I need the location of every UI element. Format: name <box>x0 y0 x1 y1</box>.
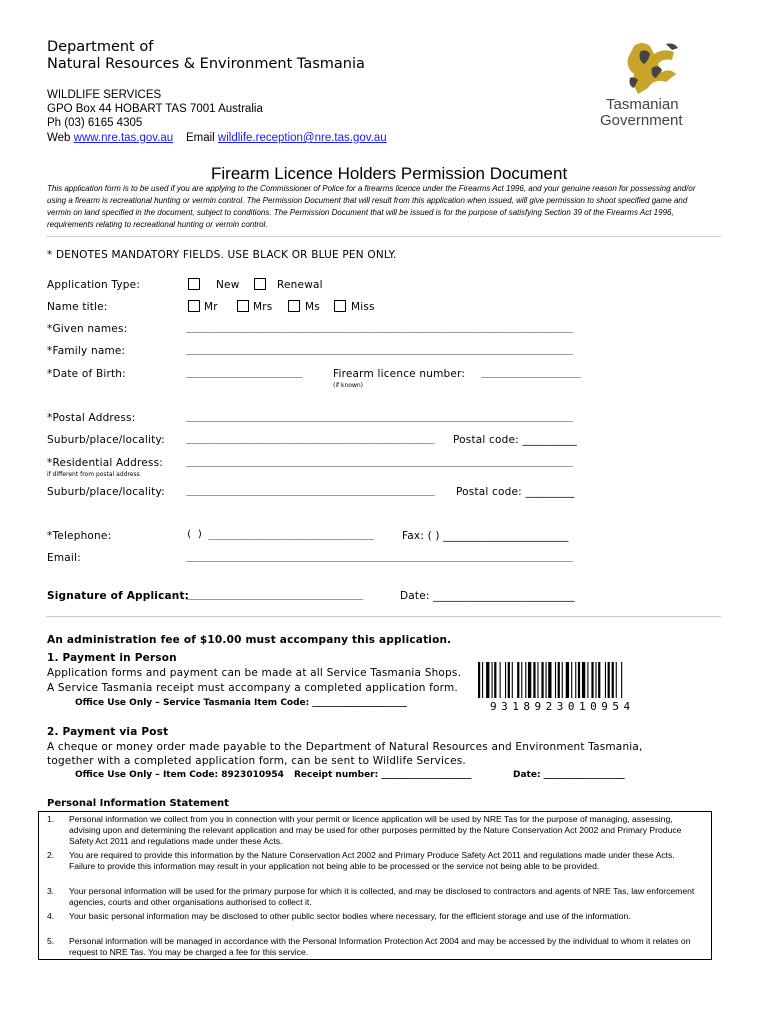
renewal-checkbox[interactable] <box>254 278 266 290</box>
document-title: Firearm Licence Holders Permission Document <box>211 164 568 183</box>
licence-number-label: Firearm licence number: <box>333 368 466 380</box>
name-title-label: Name title: <box>47 301 108 313</box>
signature-label: Signature of Applicant: <box>47 590 190 602</box>
pi-item-number: 4. <box>47 911 55 921</box>
fax-field[interactable]: Fax: ( ) _______________________ <box>402 530 569 542</box>
ms-label: Ms <box>305 301 320 313</box>
office-date-field[interactable]: Date: __________________ <box>513 770 625 780</box>
mrs-checkbox[interactable] <box>237 300 249 312</box>
residential-suburb-field[interactable]: _____________________________________________ <box>186 485 435 496</box>
payment-via-post-line1: A cheque or money order made payable to the Department of Natural Resources and Environment Tasmania, <box>47 741 643 753</box>
given-names-label: *Given names: <box>47 323 128 335</box>
tasmanian-tiger-icon <box>604 38 704 100</box>
fee-note: An administration fee of $10.00 must accompany this application. <box>47 634 452 646</box>
pi-item-text: Personal information will be managed in accordance with the Personal Information Protection Act 2004 and may be accessed by the individual to whom it relates on request to NRE Tas. You may be charged a fee for this service. <box>69 936 691 958</box>
telephone-label: *Telephone: <box>47 530 112 542</box>
mandatory-note: * DENOTES MANDATORY FIELDS. USE BLACK OR BLUE PEN ONLY. <box>47 249 397 261</box>
email-label: Email <box>185 132 215 144</box>
given-names-field[interactable]: ______________________________________________________________________ <box>186 322 573 333</box>
residential-address-label: *Residential Address: <box>47 457 163 469</box>
mrs-label: Mrs <box>253 301 273 313</box>
application-type-label: Application Type: <box>47 279 141 291</box>
suburb-label: Suburb/place/locality: <box>47 434 165 446</box>
pi-item-number: 3. <box>47 886 55 896</box>
mr-label: Mr <box>204 301 218 313</box>
miss-label: Miss <box>351 301 375 313</box>
intro-paragraph: This application form is to be used if you are applying to the Commissioner of Police for a firearms licence under the Firearms Act 1996, and your genuine reason for possessing and/or using a firearm is recreational hunting or vermin control. The Permission Document that will result from this application when issued, will give permission to shoot specified game and vermin on land specified in the document, subject to conditions. The Permission Document that will be issued is for the purpose of satisfying Section 39 of the Firearms Act 1996, requirements relating to recreational hunting or vermin control. <box>47 184 696 229</box>
miss-checkbox[interactable] <box>334 300 346 312</box>
pi-item-text: You are required to provide this information by the Nature Conservation Act 2002 and Primary Produce Safety Act 2011 and regulations made under these Acts. Failure to provide this information may result in your application not being able to be processed or the service not being able to be provided. <box>69 850 675 872</box>
postal-address: GPO Box 44 HOBART TAS 7001 Australia <box>47 103 263 115</box>
payment-in-person-line1: Application forms and payment can be made at all Service Tasmania Shops. <box>47 667 462 679</box>
postal-code-field[interactable]: Postal code: __________ <box>453 434 577 446</box>
logo-text-line1: Tasmanian <box>606 96 679 113</box>
receipt-number-field[interactable]: Receipt number: ____________________ <box>294 770 472 780</box>
new-option-label: New <box>216 279 240 291</box>
email-field[interactable]: ______________________________________________________________________ <box>186 551 573 562</box>
barcode-image <box>478 662 666 698</box>
email-field-label: Email: <box>47 552 81 564</box>
residential-suburb-label: Suburb/place/locality: <box>47 486 165 498</box>
family-name-field[interactable]: ______________________________________________________________________ <box>186 344 573 355</box>
pi-item-number: 2. <box>47 850 55 860</box>
date-of-birth-field[interactable]: _____________________ <box>186 367 302 378</box>
pi-item-text: Your basic personal information may be disclosed to other public sector bodies where necessary, for the efficient storage and use of the information. <box>69 911 631 921</box>
residential-address-field[interactable]: ______________________________________________________________________ <box>186 456 573 467</box>
licence-number-field[interactable]: __________________ <box>481 367 581 378</box>
postal-address-label: *Postal Address: <box>47 412 136 424</box>
office-use-item-code: Office Use Only – Item Code: 8923010954 <box>75 770 284 780</box>
barcode-number: 9318923010954 <box>490 700 635 713</box>
residential-address-note: if different from postal address <box>47 471 140 478</box>
signature-field[interactable]: ________________________________ <box>186 589 363 600</box>
tasmanian-government-logo <box>600 38 704 130</box>
department-line-1: Department of <box>47 39 154 55</box>
department-line-2: Natural Resources & Environment Tasmania <box>47 56 365 72</box>
divider <box>46 236 721 237</box>
suburb-field[interactable]: _____________________________________________ <box>186 433 435 444</box>
ms-checkbox[interactable] <box>288 300 300 312</box>
phone-number: Ph (03) 6165 4305 <box>47 117 143 129</box>
web-label: Web <box>47 132 71 144</box>
email-link[interactable]: wildlife.reception@nre.tas.gov.au <box>217 132 387 144</box>
personal-info-heading: Personal Information Statement <box>47 798 229 809</box>
pi-item-number: 1. <box>47 814 55 824</box>
contact-line <box>47 131 387 145</box>
date-field[interactable]: Date: __________________________ <box>400 590 575 602</box>
office-use-service-tasmania: Office Use Only – Service Tasmania Item Code: _____________________ <box>75 698 407 708</box>
payment-via-post-line2: together with a completed application form, can be sent to Wildlife Services. <box>47 755 466 767</box>
licence-number-note: (if known) <box>333 382 364 389</box>
payment-in-person-heading: 1. Payment in Person <box>47 652 177 664</box>
residential-postal-code-field[interactable]: Postal code: _________ <box>456 486 575 498</box>
telephone-field[interactable]: ( ) ______________________________ <box>186 529 374 540</box>
payment-in-person-line2: A Service Tasmania receipt must accompany a completed application form. <box>47 682 458 694</box>
new-checkbox[interactable] <box>188 278 200 290</box>
service-name: WILDLIFE SERVICES <box>47 89 162 101</box>
family-name-label: *Family name: <box>47 345 126 357</box>
pi-item-text: Personal information we collect from you in connection with your permit or licence application will be used by NRE Tas for the purpose of managing, assessing, advising upon and determining the relevant application and may be used for other purposes permitted by the Nature Conservation Act 2002 and Primary Produce Safety Act 2011 and regulations made under these Acts. <box>69 814 682 847</box>
pi-item-text: Your personal information will be used for the primary purpose for which it is collected, and may be disclosed to contractors and agents of NRE Tas, law enforcement agencies, courts and other organisations authorised to collect it. <box>69 886 695 908</box>
postal-address-field[interactable]: ______________________________________________________________________ <box>186 411 573 422</box>
pi-item-number: 5. <box>47 936 55 946</box>
personal-info-box <box>38 811 712 960</box>
mr-checkbox[interactable] <box>188 300 200 312</box>
divider <box>46 616 721 617</box>
renewal-option-label: Renewal <box>277 279 323 291</box>
logo-text-line2: Government <box>600 112 683 129</box>
website-link[interactable]: www.nre.tas.gov.au <box>73 132 174 144</box>
date-of-birth-label: *Date of Birth: <box>47 368 126 380</box>
barcode-icon <box>478 662 666 698</box>
payment-via-post-heading: 2. Payment via Post <box>47 726 169 738</box>
